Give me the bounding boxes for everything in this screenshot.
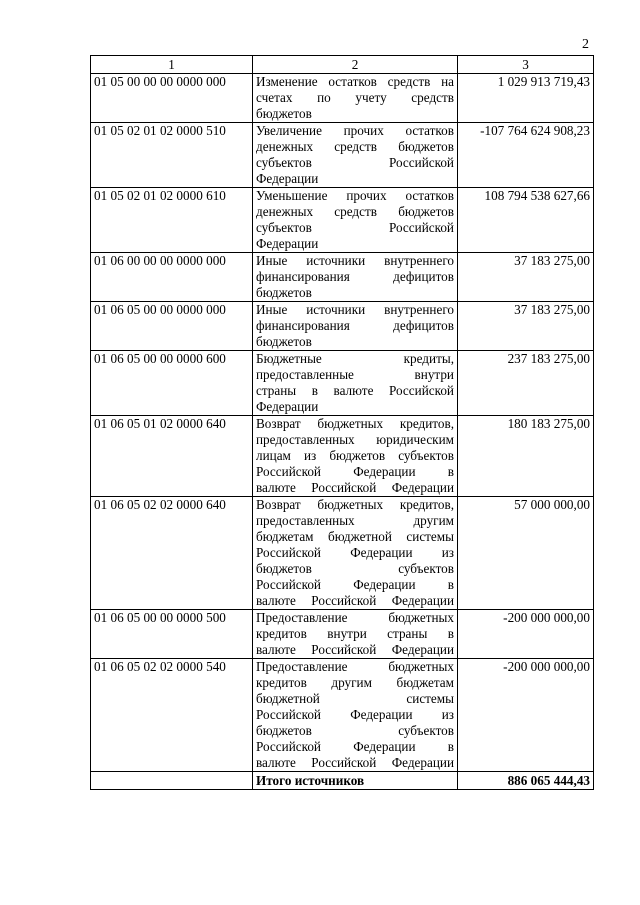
row-amount-cell: 1 029 913 719,43 <box>458 74 594 123</box>
column-header-amount: 3 <box>458 56 594 74</box>
row-amount-cell: 180 183 275,00 <box>458 416 594 497</box>
row-name-line: Российской Федерации в <box>256 739 454 754</box>
row-code-cell: 01 06 05 02 02 0000 540 <box>91 659 253 772</box>
row-name-line: бюджетов субъектов <box>256 723 454 738</box>
total-row <box>91 772 594 790</box>
table-row <box>91 610 594 659</box>
budget-sources-table <box>90 55 594 790</box>
row-name-line: Увеличение прочих остатков <box>256 123 454 138</box>
row-amount-cell: 37 183 275,00 <box>458 253 594 302</box>
table-row <box>91 302 594 351</box>
row-code-cell: 01 06 05 00 00 0000 600 <box>91 351 253 416</box>
row-name-cell <box>253 74 458 123</box>
row-name-line: Возврат бюджетных кредитов, <box>256 497 454 512</box>
table-row <box>91 188 594 253</box>
row-name-line: бюджетов субъектов <box>256 561 454 576</box>
table-row <box>91 351 594 416</box>
page-number: 2 <box>582 37 589 52</box>
row-name-line: валюте Российской Федерации <box>256 480 454 495</box>
row-name-line: валюте Российской Федерации <box>256 593 454 608</box>
row-name-line: Иные источники внутреннего <box>256 253 454 268</box>
column-header-name: 2 <box>253 56 458 74</box>
table-row <box>91 253 594 302</box>
row-amount-cell: -107 764 624 908,23 <box>458 123 594 188</box>
row-name-line: лицам из бюджетов субъектов <box>256 448 454 463</box>
row-name-cell <box>253 188 458 253</box>
table-header-row <box>91 56 594 74</box>
row-name-cell <box>253 659 458 772</box>
table-row <box>91 497 594 610</box>
row-name-line: бюджетов <box>256 334 312 349</box>
row-code-cell: 01 05 00 00 00 0000 000 <box>91 74 253 123</box>
row-name-line: бюджетам бюджетной системы <box>256 529 454 544</box>
row-name-line: валюте Российской Федерации <box>256 642 454 657</box>
row-name-cell <box>253 610 458 659</box>
row-name-line: счетах по учету средств <box>256 90 454 105</box>
row-name-cell <box>253 351 458 416</box>
total-amount: 886 065 444,43 <box>458 772 594 790</box>
row-name-line: Российской Федерации в <box>256 577 454 592</box>
row-amount-cell: 237 183 275,00 <box>458 351 594 416</box>
row-amount-cell: 57 000 000,00 <box>458 497 594 610</box>
row-name-line: предоставленные внутри <box>256 367 454 382</box>
row-name-line: бюджетов <box>256 285 312 300</box>
row-code-cell: 01 06 00 00 00 0000 000 <box>91 253 253 302</box>
row-code-cell: 01 05 02 01 02 0000 510 <box>91 123 253 188</box>
row-code-cell: 01 06 05 00 00 0000 500 <box>91 610 253 659</box>
row-amount-cell: 108 794 538 627,66 <box>458 188 594 253</box>
row-name-cell <box>253 416 458 497</box>
table-body <box>91 74 594 772</box>
row-name-line: субъектов Российской <box>256 220 454 235</box>
row-name-line: Федерации <box>256 171 319 186</box>
row-code-cell: 01 06 05 01 02 0000 640 <box>91 416 253 497</box>
table-row <box>91 74 594 123</box>
row-name-line: Иные источники внутреннего <box>256 302 454 317</box>
row-name-line: Российской Федерации из <box>256 545 454 560</box>
table-row <box>91 416 594 497</box>
row-name-line: субъектов Российской <box>256 155 454 170</box>
row-code-cell: 01 05 02 01 02 0000 610 <box>91 188 253 253</box>
total-label: Итого источников <box>253 772 458 790</box>
row-name-cell <box>253 302 458 351</box>
row-name-line: страны в валюте Российской <box>256 383 454 398</box>
row-name-line: Уменьшение прочих остатков <box>256 188 454 203</box>
table-row <box>91 123 594 188</box>
row-name-line: валюте Российской Федерации <box>256 755 454 770</box>
row-name-cell <box>253 497 458 610</box>
row-name-line: денежных средств бюджетов <box>256 204 454 219</box>
row-name-cell <box>253 123 458 188</box>
row-name-line: Предоставление бюджетных <box>256 610 454 625</box>
row-name-line: Предоставление бюджетных <box>256 659 454 674</box>
row-name-line: Российской Федерации в <box>256 464 454 479</box>
row-name-line: предоставленных другим <box>256 513 454 528</box>
row-name-line: кредитов внутри страны в <box>256 626 454 641</box>
row-code-cell: 01 06 05 02 02 0000 640 <box>91 497 253 610</box>
row-name-line: бюджетов <box>256 106 312 121</box>
row-name-line: Бюджетные кредиты, <box>256 351 454 366</box>
row-name-line: кредитов другим бюджетам <box>256 675 454 690</box>
row-amount-cell: -200 000 000,00 <box>458 659 594 772</box>
row-amount-cell: -200 000 000,00 <box>458 610 594 659</box>
row-code-cell: 01 06 05 00 00 0000 000 <box>91 302 253 351</box>
row-name-line: бюджетной системы <box>256 691 454 706</box>
row-name-line: Федерации <box>256 399 319 414</box>
row-name-line: предоставленных юридическим <box>256 432 454 447</box>
row-name-line: Федерации <box>256 236 319 251</box>
row-name-line: денежных средств бюджетов <box>256 139 454 154</box>
row-name-line: финансирования дефицитов <box>256 269 454 284</box>
total-code-cell <box>91 772 253 790</box>
row-name-cell <box>253 253 458 302</box>
column-header-code: 1 <box>91 56 253 74</box>
row-amount-cell: 37 183 275,00 <box>458 302 594 351</box>
row-name-line: Российской Федерации из <box>256 707 454 722</box>
row-name-line: финансирования дефицитов <box>256 318 454 333</box>
row-name-line: Возврат бюджетных кредитов, <box>256 416 454 431</box>
row-name-line: Изменение остатков средств на <box>256 74 454 89</box>
table-row <box>91 659 594 772</box>
